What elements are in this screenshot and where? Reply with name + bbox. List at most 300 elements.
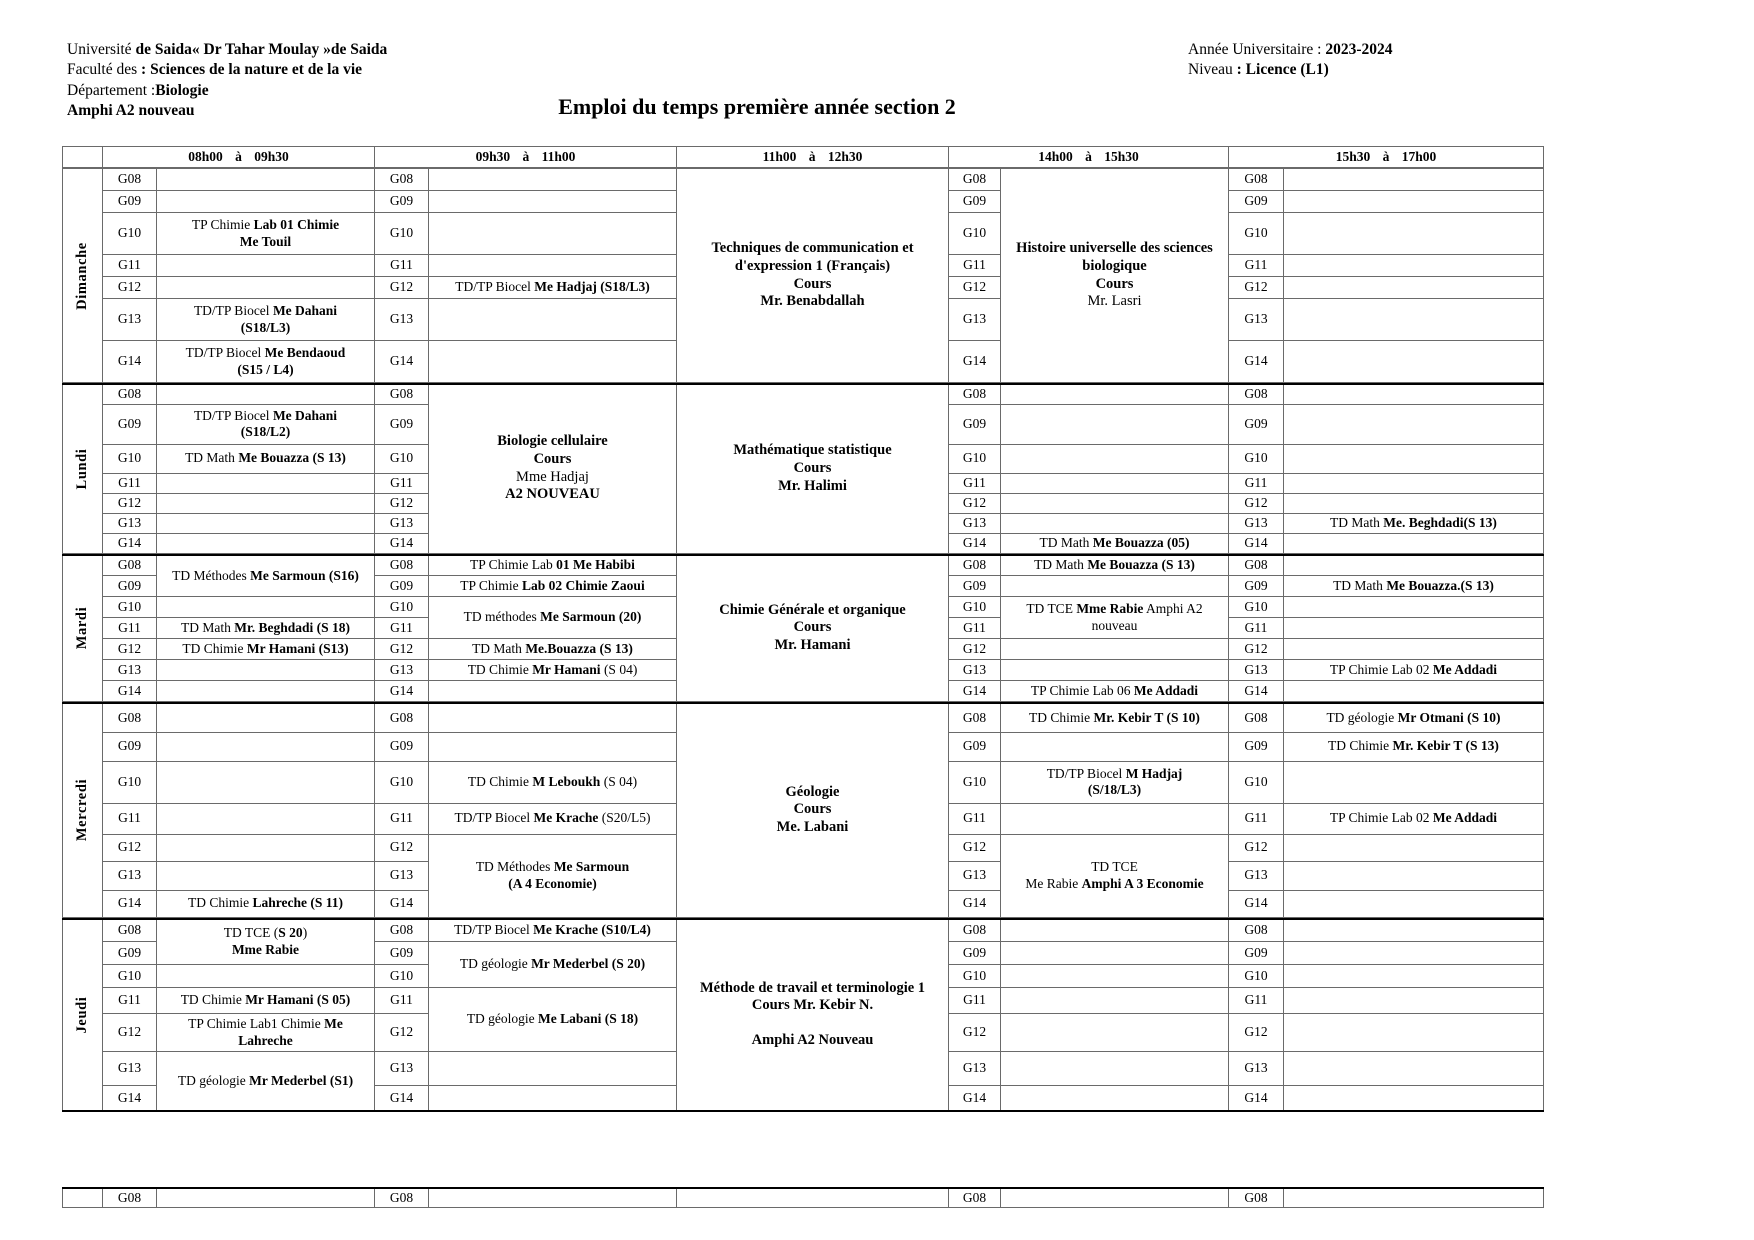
timetable [62, 146, 1544, 1208]
empty-slot-cell [1284, 444, 1544, 473]
group-label: G08 [103, 703, 157, 732]
empty-slot-cell [429, 1188, 677, 1208]
group-label: G10 [949, 761, 1001, 803]
group-label: G13 [1229, 861, 1284, 890]
text-run: 2023-2024 [1325, 41, 1393, 58]
cell-line [432, 662, 673, 678]
slot-cell [157, 639, 375, 660]
time-column-header: 11h00 à 12h30 [677, 147, 949, 168]
empty-slot-cell [157, 255, 375, 277]
group-label: G12 [1229, 493, 1284, 513]
empty-slot-cell [1284, 890, 1544, 917]
group-label: G13 [375, 861, 429, 890]
text-run: TD méthodes [463, 609, 541, 625]
cell-line [160, 641, 371, 657]
group-label: G13 [103, 299, 157, 341]
course-cell [677, 919, 949, 1111]
group-label: G13 [949, 861, 1001, 890]
empty-slot-cell [157, 597, 375, 618]
text-run: Me. Beghdadi(S 13) [1383, 514, 1497, 530]
text-run: TD/TP Biocel [454, 922, 534, 938]
empty-slot-cell [1284, 555, 1544, 576]
text-run: ) [302, 925, 308, 941]
text-run: TP Chimie Lab 02 [1329, 661, 1433, 677]
university-line [67, 40, 387, 60]
group-label: G10 [1229, 213, 1284, 255]
slot-cell [429, 942, 677, 988]
text-run: (S20/L5) [598, 810, 651, 826]
cell-line [1004, 710, 1225, 726]
cell-line [1004, 618, 1225, 634]
time-column-header: 09h30 à 11h00 [375, 147, 677, 168]
empty-slot-cell [1284, 191, 1544, 213]
group-label: G14 [103, 1086, 157, 1111]
cell-line [680, 240, 945, 258]
empty-slot-cell [1284, 1188, 1544, 1208]
text-run: Amphi A2 Nouveau [751, 1031, 874, 1048]
text-run: Techniques de communication et [711, 240, 914, 257]
cell-line [1004, 557, 1225, 573]
cell-line [432, 578, 673, 594]
text-run: Me Sarmoun (S16) [250, 567, 359, 583]
cell-line [1004, 683, 1225, 699]
empty-slot-cell [157, 803, 375, 834]
cell-line [1004, 766, 1225, 782]
group-label: G10 [375, 761, 429, 803]
text-run: Me.Bouazza (S 13) [525, 640, 633, 656]
text-run: Me Dahani [272, 407, 338, 423]
text-run: Mr Hamani (S13) [246, 640, 349, 656]
text-run: Cours [793, 801, 832, 818]
empty-slot-cell [157, 761, 375, 803]
empty-slot-cell [157, 533, 375, 553]
group-label: G11 [949, 473, 1001, 493]
empty-slot-cell [1284, 255, 1544, 277]
text-run: Me Addadi [1432, 810, 1498, 826]
group-label: G11 [949, 803, 1001, 834]
group-label: G08 [103, 384, 157, 404]
text-run: Biologie [155, 81, 209, 99]
slot-cell [157, 1014, 375, 1052]
text-run: Me Krache [533, 810, 599, 826]
level-line [1188, 60, 1392, 80]
text-run: nouveau [1091, 617, 1138, 633]
group-label: G14 [103, 341, 157, 383]
slot-cell [1284, 660, 1544, 681]
text-run: TD Chimie [1029, 709, 1094, 725]
course-cell [677, 384, 949, 553]
group-label: G09 [103, 191, 157, 213]
slot-cell [429, 919, 677, 942]
empty-slot-cell [1284, 1086, 1544, 1111]
day-label-dimanche [63, 169, 103, 383]
slot-cell [1284, 732, 1544, 761]
cell-line [1004, 535, 1225, 551]
text-run: TP Chimie [191, 217, 254, 233]
empty-slot-cell [1001, 803, 1229, 834]
text-run: (S15 / L4) [237, 361, 294, 377]
group-label: G13 [375, 299, 429, 341]
empty-slot-cell [157, 703, 375, 732]
group-label: G10 [375, 213, 429, 255]
text-run: TD Chimie [182, 640, 247, 656]
text-run: TD Math [180, 619, 235, 635]
group-label: G13 [1229, 299, 1284, 341]
text-run: TP Chimie Lab [470, 557, 557, 573]
group-label: G12 [375, 1014, 429, 1052]
cell-line [680, 980, 945, 998]
empty-slot-cell [1001, 384, 1229, 404]
empty-slot-cell [157, 169, 375, 191]
group-label: G11 [375, 988, 429, 1014]
group-label: G12 [949, 834, 1001, 861]
empty-slot-cell [157, 834, 375, 861]
slot-cell [157, 555, 375, 597]
cell-line [680, 1032, 945, 1050]
group-label: G08 [103, 919, 157, 942]
empty-slot-cell [429, 299, 677, 341]
text-run: Me Labani (S 18) [538, 1011, 639, 1027]
group-label: G13 [375, 660, 429, 681]
cell-line [432, 922, 673, 938]
text-run: TD Méthodes [172, 567, 251, 583]
slot-cell [157, 919, 375, 965]
group-label: G14 [1229, 341, 1284, 383]
text-run: Mr. Benabdallah [760, 293, 865, 310]
slot-cell [1001, 533, 1229, 553]
group-label: G14 [375, 1086, 429, 1111]
group-label: G09 [949, 576, 1001, 597]
group-label: G14 [949, 533, 1001, 553]
group-label: G11 [1229, 255, 1284, 277]
text-run: Me. Labani [776, 819, 849, 836]
slot-cell [429, 555, 677, 576]
group-label: G08 [375, 703, 429, 732]
slot-cell [157, 988, 375, 1014]
group-label: G12 [949, 493, 1001, 513]
group-label: G08 [103, 555, 157, 576]
year-line [1188, 40, 1392, 60]
group-label: G14 [103, 681, 157, 702]
slot-cell [1284, 513, 1544, 533]
empty-slot-cell [1284, 861, 1544, 890]
course-cell [677, 555, 949, 702]
slot-cell [157, 444, 375, 473]
empty-slot-cell [1284, 618, 1544, 639]
text-run: TP Chimie Lab1 Chimie [188, 1016, 325, 1032]
group-label: G10 [103, 213, 157, 255]
text-run: Cours [1095, 275, 1134, 292]
group-label: G12 [1229, 834, 1284, 861]
cell-line [680, 293, 945, 311]
text-run: TD/TP Biocel [193, 407, 273, 423]
group-label: G11 [949, 988, 1001, 1014]
text-run: TD Math [1034, 557, 1088, 573]
slot-cell [429, 384, 677, 553]
slot-cell [429, 597, 677, 639]
text-run: TD Chimie [188, 895, 253, 911]
empty-slot-cell [1284, 919, 1544, 942]
cell-line [1004, 293, 1225, 311]
group-label: G10 [103, 597, 157, 618]
text-run: TD Math [1333, 577, 1387, 593]
text-run: Me Bouazza.(S 13) [1386, 577, 1494, 593]
empty-slot-cell [157, 681, 375, 702]
group-label: G09 [1229, 942, 1284, 965]
empty-slot-cell [1284, 533, 1544, 553]
empty-slot-cell [1001, 942, 1229, 965]
cell-line [680, 276, 945, 294]
cell-line [432, 433, 673, 451]
group-label: G08 [1229, 703, 1284, 732]
group-label: G14 [375, 533, 429, 553]
text-run: Lahreche (S 11) [252, 895, 343, 911]
cell-line [160, 942, 371, 958]
empty-slot-cell [1001, 473, 1229, 493]
group-label: G09 [103, 942, 157, 965]
empty-slot-cell [1001, 919, 1229, 942]
text-run: TP Chimie Lab 02 [1329, 810, 1433, 826]
text-run: S 20 [278, 925, 303, 941]
cell-line [160, 345, 371, 361]
day-name: Jeudi [73, 996, 90, 1033]
cell-line [160, 1033, 371, 1049]
empty-slot-cell [1001, 732, 1229, 761]
group-label: G14 [949, 681, 1001, 702]
group-label: G11 [949, 255, 1001, 277]
cell-line [432, 859, 673, 875]
group-label: G12 [375, 493, 429, 513]
cell-line [680, 442, 945, 460]
group-label: G08 [949, 169, 1001, 191]
text-run: TP Chimie [460, 577, 523, 593]
group-label: G09 [103, 576, 157, 597]
slot-cell [157, 213, 375, 255]
cell-line [432, 641, 673, 657]
group-label: G10 [103, 761, 157, 803]
group-label: G11 [375, 255, 429, 277]
slot-cell [429, 761, 677, 803]
corner-cell [63, 147, 103, 168]
faculty-line [67, 60, 387, 80]
empty-slot-cell [1284, 681, 1544, 702]
group-label: G11 [103, 255, 157, 277]
text-run: Cours [793, 275, 832, 292]
slot-cell [1001, 555, 1229, 576]
group-label: G08 [949, 384, 1001, 404]
empty-slot-cell [157, 660, 375, 681]
text-run: TD TCE [1091, 859, 1138, 875]
cell-line [680, 784, 945, 802]
text-run: Me Bouazza (S 13) [238, 450, 346, 466]
cell-line [1004, 601, 1225, 617]
empty-slot-cell [429, 169, 677, 191]
text-run: Cours [793, 619, 832, 636]
group-label: G13 [103, 660, 157, 681]
text-run: Université [67, 41, 136, 58]
text-run: TD/TP Biocel [454, 810, 534, 826]
group-label: G08 [375, 169, 429, 191]
group-label: G12 [103, 493, 157, 513]
time-column-header: 15h30 à 17h00 [1229, 147, 1544, 168]
empty-slot-cell [1284, 473, 1544, 493]
cell-line [432, 609, 673, 625]
group-label: G08 [103, 169, 157, 191]
text-run: Année Universitaire : [1188, 41, 1326, 58]
group-label: G14 [1229, 533, 1284, 553]
cell-line [160, 1073, 371, 1089]
text-run: Mr Hamani (S 05) [245, 992, 351, 1008]
empty-slot-cell [429, 703, 677, 732]
group-label: G13 [103, 1052, 157, 1086]
cell-line [1004, 876, 1225, 892]
empty-slot-cell [1001, 1188, 1229, 1208]
text-run: TD géologie [459, 956, 532, 972]
text-run: Me Dahani [272, 303, 338, 319]
slot-cell [1001, 681, 1229, 702]
group-label: G12 [375, 277, 429, 299]
cell-line [680, 801, 945, 819]
group-label: G11 [375, 473, 429, 493]
slot-cell [1284, 703, 1544, 732]
group-label: G12 [1229, 639, 1284, 660]
text-run: TD Math [472, 640, 526, 656]
cell-line [1004, 240, 1225, 258]
text-run: Cours Mr. Kebir N. [751, 997, 874, 1014]
cell-line [432, 956, 673, 972]
group-label: G10 [1229, 444, 1284, 473]
empty-slot-cell [429, 341, 677, 383]
group-label: G14 [103, 890, 157, 917]
group-label: G08 [1229, 169, 1284, 191]
group-label: G09 [375, 942, 429, 965]
group-label: G10 [375, 444, 429, 473]
group-label: G12 [949, 1014, 1001, 1052]
day-name: Mercredi [73, 779, 90, 842]
group-label: G14 [949, 341, 1001, 383]
group-label: G14 [1229, 890, 1284, 917]
cell-line [680, 1015, 945, 1032]
cell-line [680, 460, 945, 478]
group-label: G09 [1229, 576, 1284, 597]
empty-slot-cell [1001, 988, 1229, 1014]
course-cell [677, 169, 949, 383]
text-run: TD Chimie [180, 992, 246, 1008]
text-run: Me [324, 1016, 343, 1032]
empty-slot-cell [1001, 1014, 1229, 1052]
group-label: G08 [949, 919, 1001, 942]
group-label: G11 [103, 988, 157, 1014]
cell-line [1287, 710, 1540, 726]
empty-slot-cell [1001, 660, 1229, 681]
group-label: G08 [1229, 1188, 1284, 1208]
text-run: (S18/L3) [240, 319, 291, 335]
text-run: Mr Mederbel (S 20) [531, 956, 646, 972]
group-label: G08 [949, 1188, 1001, 1208]
slot-cell [429, 277, 677, 299]
text-run: Amphi A2 nouveau [67, 102, 195, 120]
text-run: Mr Hamani [532, 661, 601, 677]
text-run: TP Chimie Lab 06 [1030, 682, 1134, 698]
text-run: Mr Otmani (S 10) [1397, 709, 1501, 725]
day-block-lundi [62, 383, 1544, 554]
empty-slot-cell [1284, 597, 1544, 618]
cell-line [160, 424, 371, 440]
empty-slot-cell [429, 191, 677, 213]
text-run: M Hadjaj [1125, 765, 1183, 781]
group-label: G14 [375, 681, 429, 702]
cell-line [160, 992, 371, 1008]
cell-line [1004, 859, 1225, 875]
group-label: G09 [103, 404, 157, 444]
text-run: : Sciences de la nature et de la vie [141, 61, 363, 79]
cell-line [1004, 276, 1225, 294]
empty-slot-cell [157, 1188, 375, 1208]
group-label: G10 [103, 444, 157, 473]
text-run: (S 04) [600, 661, 638, 677]
text-run: TD/TP Biocel [1046, 765, 1126, 781]
empty-slot-cell [1284, 493, 1544, 513]
empty-slot-cell [1001, 965, 1229, 988]
group-label: G10 [1229, 761, 1284, 803]
cell-line [160, 303, 371, 319]
text-run: Faculté des [67, 61, 142, 79]
text-run: TD Chimie [467, 661, 533, 677]
slot-cell [1001, 761, 1229, 803]
cell-line [432, 774, 673, 790]
group-label: G09 [375, 191, 429, 213]
text-run: TD Math [1039, 534, 1093, 550]
text-run: d'expression 1 (Français) [734, 257, 891, 274]
text-run: Me Sarmoun (20) [540, 609, 642, 625]
time-column-header: 08h00 à 09h30 [103, 147, 375, 168]
group-label: G13 [103, 513, 157, 533]
empty-slot-cell [429, 1086, 677, 1111]
group-label: G12 [1229, 1014, 1284, 1052]
cell-line [160, 620, 371, 636]
cell-line [432, 451, 673, 469]
text-run: Me Bouazza (S 13) [1087, 557, 1195, 573]
slot-cell [429, 834, 677, 917]
text-run: Me Touil [239, 233, 292, 249]
page-gap [62, 1112, 1544, 1187]
slot-cell [157, 341, 375, 383]
empty-slot-cell [1284, 1052, 1544, 1086]
cell-line [432, 279, 673, 295]
group-label: G14 [949, 890, 1001, 917]
course-cell [677, 703, 949, 917]
text-run: Mr. Halimi [778, 477, 847, 494]
cell-line [160, 234, 371, 250]
cell-line [1287, 662, 1540, 678]
group-label: G14 [1229, 1086, 1284, 1111]
text-run: Géologie [785, 783, 840, 800]
day-name: Mardi [73, 607, 90, 650]
time-header-row [62, 146, 1544, 168]
group-label: G13 [103, 861, 157, 890]
cell-line [432, 1011, 673, 1027]
group-label: G08 [375, 555, 429, 576]
slot-cell [1001, 597, 1229, 639]
group-label: G10 [949, 213, 1001, 255]
text-run: Me Hadjaj (S18/L3) [534, 279, 650, 295]
day-label-mardi [63, 555, 103, 702]
text-run: TD Chimie [1328, 738, 1393, 754]
group-label: G10 [1229, 965, 1284, 988]
group-label: G11 [375, 803, 429, 834]
group-label: G08 [375, 919, 429, 942]
text-run: Me Bouazza (05) [1092, 534, 1190, 550]
